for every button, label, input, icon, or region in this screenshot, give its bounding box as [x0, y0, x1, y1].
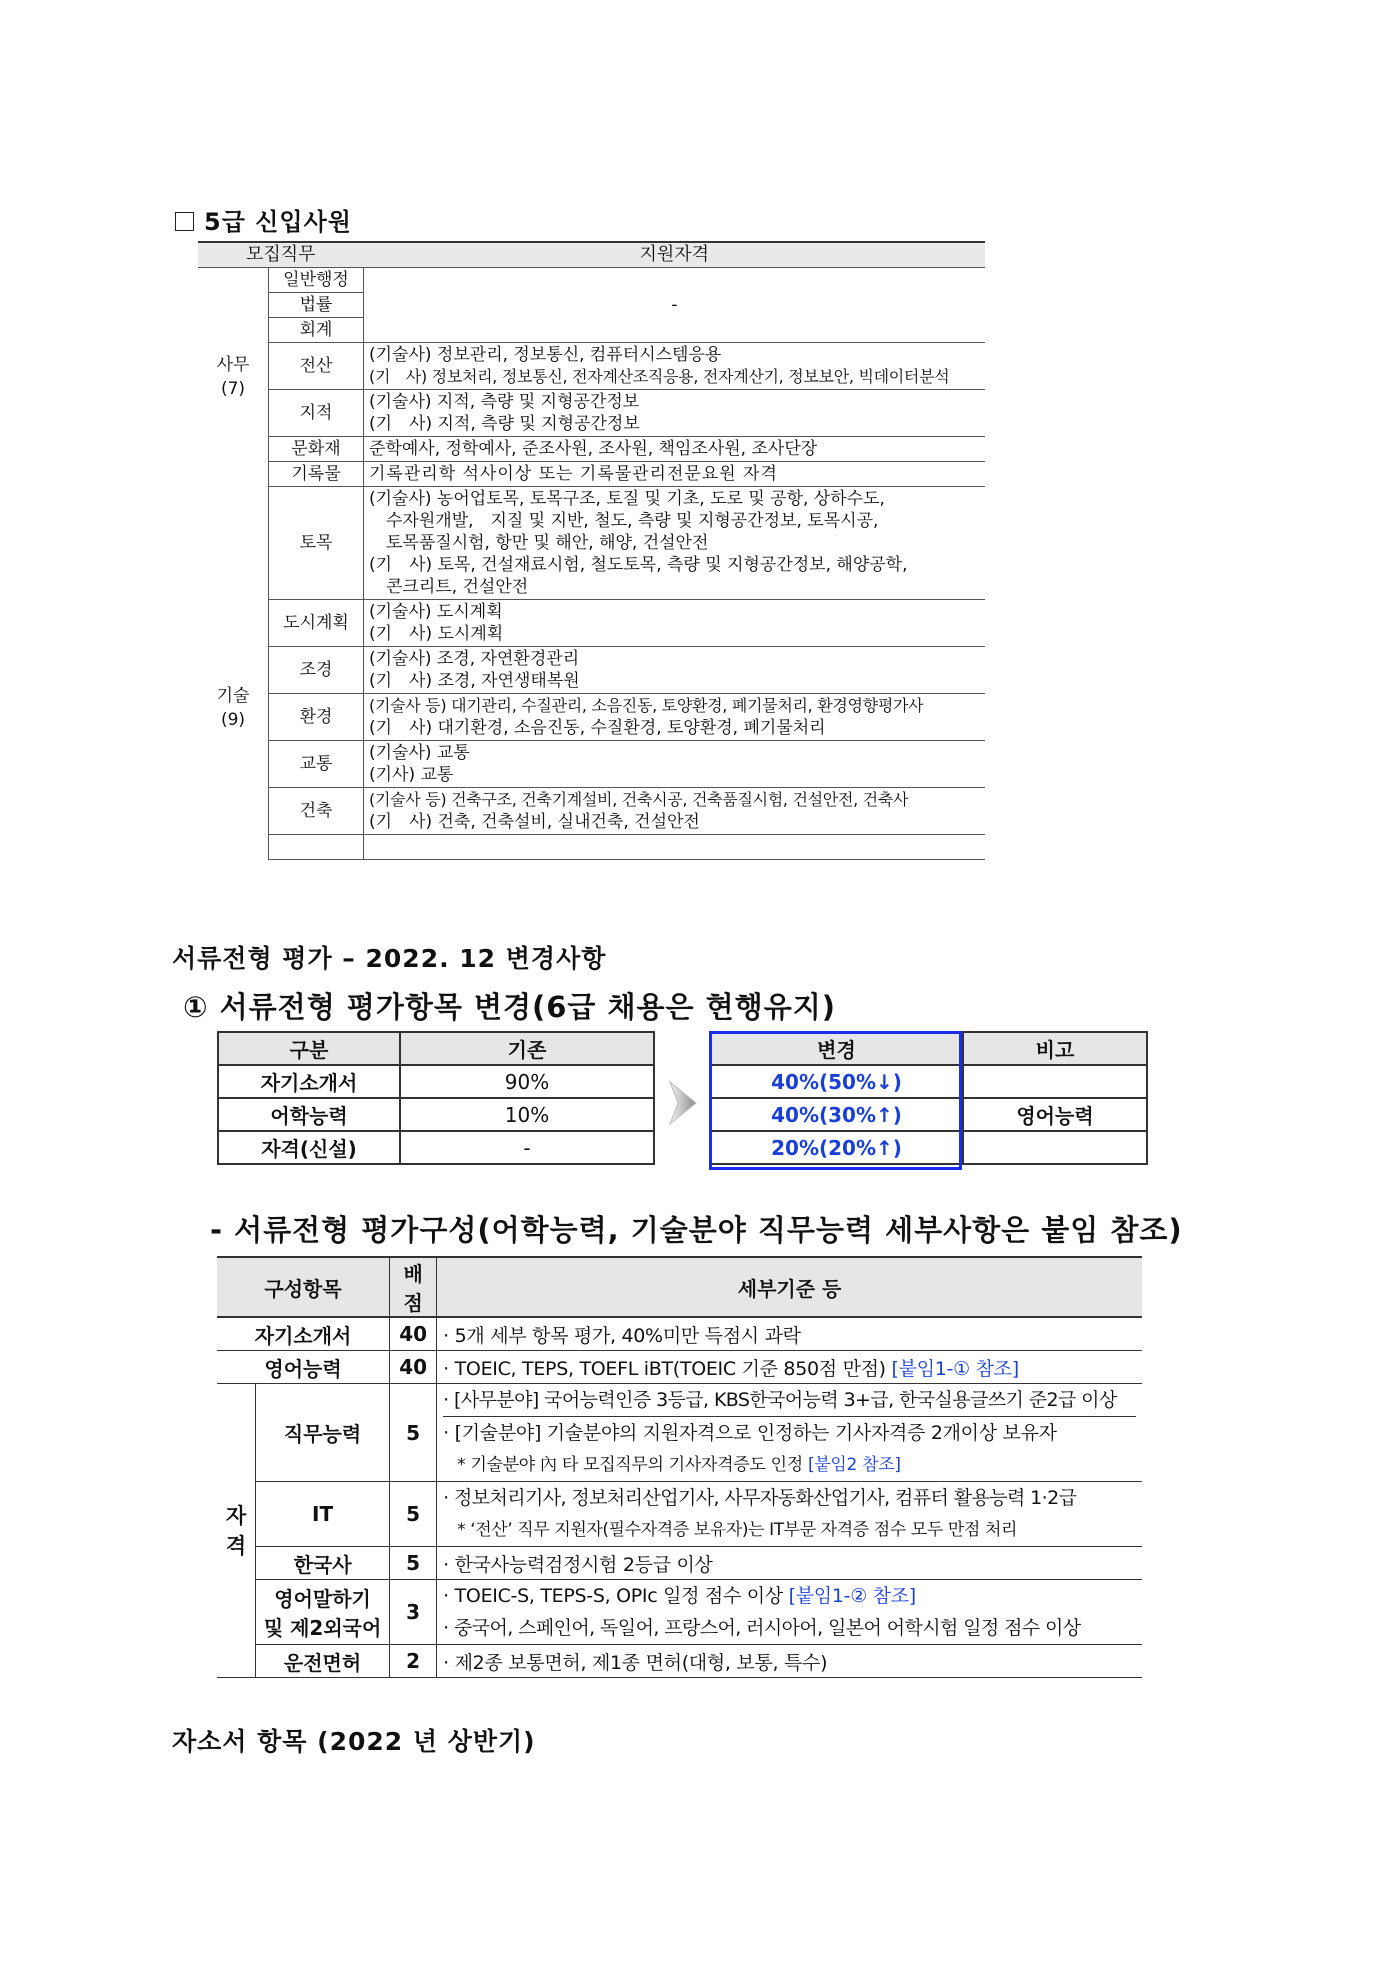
table-row [198, 437, 985, 462]
table-row [198, 390, 985, 437]
job-cell: 회계 [269, 318, 364, 343]
item-detail [437, 1580, 1142, 1645]
table-row [198, 788, 985, 835]
qual-cell [364, 741, 986, 788]
qual-line: 토목품질시험, 항만 및 해안, 해양, 건설안전 [369, 533, 709, 553]
qual-cell [364, 343, 986, 390]
table-row [217, 1580, 1142, 1645]
table-row [217, 1317, 1142, 1351]
table-row [198, 835, 985, 860]
evaluation-table [217, 1256, 1142, 1678]
qual-line: 수자원개발, 지질 및 지반, 철도, 측량 및 지형공간정보, 토목시공, [369, 511, 879, 531]
qual-cell: 기록관리학 석사이상 또는 기록물관리전문요원 자격 [364, 462, 986, 487]
header-item: 구분 [218, 1032, 400, 1065]
section3-heading: - 서류전형 평가구성(어학능력, 기술분야 직무능력 세부사항은 붙임 참조) [210, 1213, 1183, 1247]
table-row [710, 1065, 1147, 1098]
qual-line: (기 사) 지적, 측량 및 지형공간정보 [369, 414, 640, 434]
category-tech-count: (9) [220, 709, 246, 730]
item-name: 자기소개서 [217, 1317, 390, 1351]
job-cell [269, 835, 364, 860]
appendix-link[interactable]: [붙임1-② 참조] [788, 1585, 916, 1607]
category-tech-label: 기술 [216, 685, 250, 706]
detail-note: * ‘전산’ 직무 지원자(필수자격증 보유자)는 IT부문 자격증 점수 모두 만점 처리 [457, 1520, 1017, 1540]
qual-line: (기술사) 조경, 자연환경관리 [369, 649, 580, 669]
header-job: 모집직무 [198, 242, 364, 268]
qual-cell [364, 835, 986, 860]
item-cell: 자격(신설) [218, 1131, 400, 1164]
evaluation-table-header [217, 1257, 1142, 1317]
after-table [709, 1031, 1148, 1165]
qual-line: (기술사) 정보관리, 정보통신, 컴퓨터시스템응용 [369, 345, 722, 365]
item-detail [437, 1482, 1142, 1547]
header-note: 비고 [963, 1032, 1147, 1065]
item-cell: 자기소개서 [218, 1065, 400, 1098]
after-table-header [710, 1032, 1147, 1065]
item-score: 40 [390, 1317, 437, 1351]
job-cell: 교통 [269, 741, 364, 788]
note-cell [963, 1131, 1147, 1164]
detail-line: · [기술분야] 기술분야의 지원자격으로 인정하는 기사자격증 2개이상 보유자 [443, 1416, 1136, 1449]
item-detail: · 한국사능력검정시험 2등급 이상 [437, 1547, 1142, 1580]
section2-subheading: ① 서류전형 평가항목 변경(6급 채용은 현행유지) [183, 990, 836, 1024]
header-detail: 세부기준 등 [437, 1257, 1142, 1317]
table-row [217, 1351, 1142, 1384]
category-office-label: 사무 [216, 355, 250, 376]
note-cell: 영어능력 [963, 1098, 1147, 1131]
qual-cell [364, 788, 986, 835]
detail-note-text: * 기술분야 內 타 모집직무의 기사자격증도 인정 [457, 1455, 808, 1475]
table-row [217, 1482, 1142, 1547]
qualification-group-label: 자 격 [217, 1384, 256, 1678]
recruitment-table-header [198, 242, 985, 268]
qual-line: (기사) 교통 [369, 765, 454, 785]
job-cell: 조경 [269, 647, 364, 694]
category-office-count: (7) [220, 379, 246, 400]
table-row [198, 600, 985, 647]
detail-note [443, 1449, 1136, 1481]
item-detail [437, 1384, 1142, 1482]
table-row [198, 647, 985, 694]
table-row [217, 1645, 1142, 1678]
item-name [256, 1580, 390, 1645]
header-after: 변경 [710, 1032, 963, 1065]
job-cell: 문화재 [269, 437, 364, 462]
job-cell: 지적 [269, 390, 364, 437]
job-cell: 법률 [269, 293, 364, 318]
category-tech [198, 487, 269, 860]
qual-cell [364, 647, 986, 694]
table-row [198, 462, 985, 487]
qual-cell [364, 487, 986, 600]
qual-line: (기술사) 농어업토목, 토목구조, 토질 및 기초, 도로 및 공항, 상하수도, [369, 489, 885, 509]
detail-line: · [사무분야] 국어능력인증 3등급, KBS한국어능력 3+급, 한국실용글쓰기 준2급 이상 [443, 1389, 1117, 1411]
job-cell: 환경 [269, 694, 364, 741]
table-row [198, 741, 985, 788]
table-row [217, 1547, 1142, 1580]
job-cell: 기록물 [269, 462, 364, 487]
item-name: 한국사 [256, 1547, 390, 1580]
job-cell: 도시계획 [269, 600, 364, 647]
item-score: 5 [390, 1482, 437, 1547]
section1-heading-text: 5급 신입사원 [204, 208, 352, 236]
job-cell: 토목 [269, 487, 364, 600]
job-cell: 일반행정 [269, 268, 364, 293]
qual-line: (기 사) 조경, 자연생태복원 [369, 671, 580, 691]
item-cell: 어학능력 [218, 1098, 400, 1131]
before-table-header [218, 1032, 654, 1065]
table-row [218, 1098, 654, 1131]
note-cell [963, 1065, 1147, 1098]
item-name: IT [256, 1482, 390, 1547]
appendix-link[interactable]: [붙임1-① 참조] [891, 1357, 1019, 1380]
qual-cell: - [364, 268, 986, 343]
item-score: 5 [390, 1547, 437, 1580]
table-row [198, 343, 985, 390]
qual-line: (기 사) 건축, 건축설비, 실내건축, 건설안전 [369, 812, 700, 832]
item-score: 2 [390, 1645, 437, 1678]
header-before: 기존 [400, 1032, 654, 1065]
before-cell: - [400, 1131, 654, 1164]
qual-cell: 준학예사, 정학예사, 준조사원, 조사원, 책임조사원, 조사단장 [364, 437, 986, 462]
checkbox-square-icon [175, 212, 194, 231]
item-name: 운전면허 [256, 1645, 390, 1678]
qual-line: (기술사) 지적, 측량 및 지형공간정보 [369, 392, 640, 412]
item-name-line: 영어말하기 [274, 1587, 371, 1611]
item-name-line: 및 제2외국어 [263, 1616, 382, 1640]
item-detail-text: · TOEIC, TEPS, TOEFL iBT(TOEIC 기준 850점 만점) [443, 1357, 892, 1380]
job-cell: 건축 [269, 788, 364, 835]
table-row [198, 694, 985, 741]
qual-cell [364, 600, 986, 647]
job-cell: 전산 [269, 343, 364, 390]
detail-line: · 중국어, 스페인어, 독일어, 프랑스어, 러시아어, 일본어 어학시험 일정 점수 이상 [443, 1617, 1081, 1639]
after-cell: 20%(20%↑) [710, 1131, 963, 1164]
category-office [198, 268, 269, 487]
item-score: 5 [390, 1384, 437, 1482]
qual-line: (기술사) 교통 [369, 743, 470, 763]
table-row [198, 487, 985, 600]
detail-line-text: · TOEIC-S, TEPS-S, OPIc 일정 점수 이상 [443, 1585, 789, 1607]
item-detail: · 5개 세부 항목 평가, 40%미만 득점시 과락 [437, 1317, 1142, 1351]
before-cell: 90% [400, 1065, 654, 1098]
item-name: 영어능력 [217, 1351, 390, 1384]
table-row [218, 1065, 654, 1098]
after-cell: 40%(30%↑) [710, 1098, 963, 1131]
item-name: 직무능력 [256, 1384, 390, 1482]
table-row [710, 1131, 1147, 1164]
section4-heading: 자소서 항목 (2022 년 상반기) [172, 1727, 536, 1756]
before-cell: 10% [400, 1098, 654, 1131]
detail-line [443, 1580, 1136, 1612]
table-row [217, 1384, 1142, 1482]
item-score: 3 [390, 1580, 437, 1645]
appendix-link[interactable]: [붙임2 참조] [807, 1455, 901, 1475]
qual-cell [364, 694, 986, 741]
table-row [198, 268, 985, 293]
qual-line: (기술사 등) 건축구조, 건축기계설비, 건축시공, 건축품질시험, 건설안전, 건축사 [369, 790, 909, 809]
table-row [218, 1131, 654, 1164]
item-score: 40 [390, 1351, 437, 1384]
recruitment-table [198, 241, 985, 860]
detail-line: · 정보처리기사, 정보처리산업기사, 사무자동화산업기사, 컴퓨터 활용능력 1·2급 [443, 1487, 1077, 1509]
before-table [217, 1031, 655, 1165]
qual-cell [364, 390, 986, 437]
qual-line: (기술사 등) 대기관리, 수질관리, 소음진동, 토양환경, 폐기물처리, 환경영향평가사 [369, 696, 924, 715]
header-item: 구성항목 [217, 1257, 390, 1317]
qual-line: (기 사) 대기환경, 소음진동, 수질환경, 토양환경, 폐기물처리 [369, 718, 826, 738]
section1-heading [175, 202, 352, 237]
right-arrow-icon [668, 1080, 698, 1126]
qual-line: (기 사) 정보처리, 정보통신, 전자계산조직응용, 전자계산기, 정보보안, 빅데이터분석 [369, 367, 950, 386]
qual-line: (기술사) 도시계획 [369, 602, 503, 622]
after-cell: 40%(50%↓) [710, 1065, 963, 1098]
table-row [710, 1098, 1147, 1131]
item-detail [437, 1351, 1142, 1384]
item-detail: · 제2종 보통면허, 제1종 면허(대형, 보통, 특수) [437, 1645, 1142, 1678]
section2-heading: 서류전형 평가 – 2022. 12 변경사항 [172, 944, 607, 973]
qual-line: (기 사) 토목, 건설재료시험, 철도토목, 측량 및 지형공간정보, 해양공학, [369, 555, 908, 575]
header-qual: 지원자격 [364, 242, 986, 268]
header-score: 배점 [390, 1257, 437, 1317]
qual-line: (기 사) 도시계획 [369, 624, 504, 644]
recruitment-table-viewport [198, 241, 988, 882]
qual-line: 콘크리트, 건설안전 [369, 577, 529, 597]
